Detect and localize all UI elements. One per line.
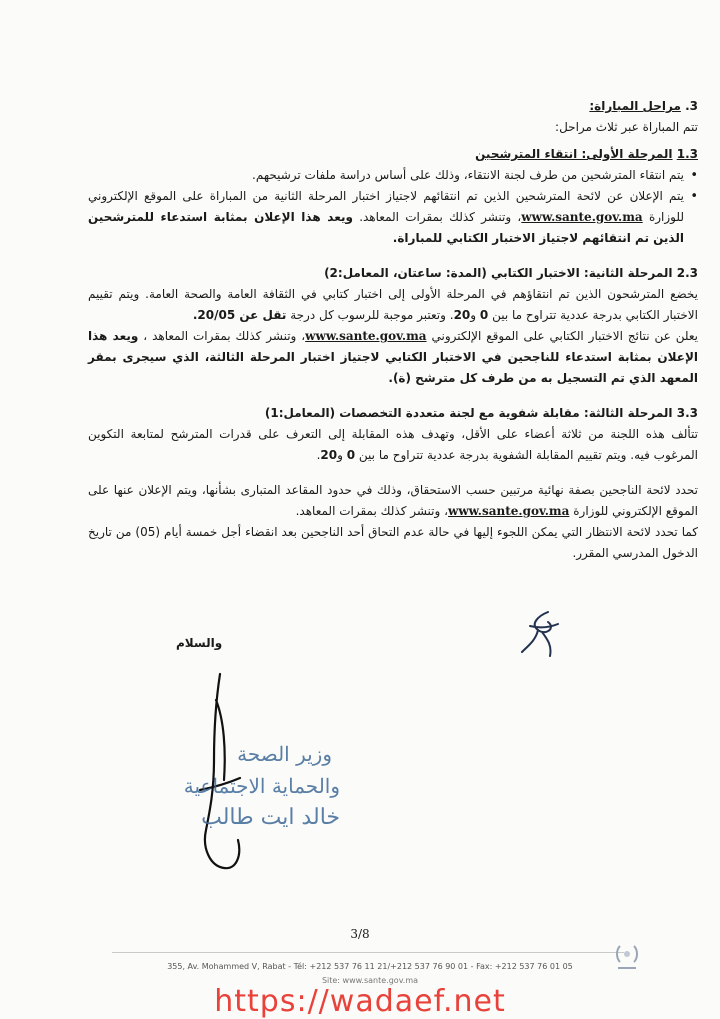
ministry-site-link[interactable]: www.sante.gov.ma: [448, 504, 570, 518]
stage3-max-grade: 20: [320, 448, 338, 462]
stage3-and: و: [337, 448, 347, 462]
stage1-bullet2-cont: ، وتنشر كذلك بمقرات المعاهد.: [359, 210, 522, 224]
stage2-para1: [88, 284, 698, 326]
ministry-site-link[interactable]: www.sante.gov.ma: [521, 210, 643, 224]
footer-site: Site: www.sante.gov.ma: [321, 976, 419, 985]
stamp-title: وزير الصحة: [237, 742, 332, 766]
watermark-url[interactable]: https://wadaef.net: [214, 984, 506, 1019]
stamp-ministry: والحماية الاجتماعية: [183, 774, 340, 798]
stage1-bullet2-bold: ويعد هذا الإعلان بمثابة استدعاء للمترشحين الذين تم انتقائهم لاجتياز الاختبار الكتابي للمباراة.: [88, 210, 684, 245]
stage1-heading: [88, 144, 698, 165]
final-para1: [88, 480, 698, 522]
stage2-threshold: تقل عن 20/05.: [192, 308, 287, 322]
stage2-para2: [88, 326, 698, 389]
section-title: مراحل المباراة:: [589, 99, 681, 113]
stage2-heading: [88, 263, 698, 284]
section-intro: تتم المباراة عبر ثلاث مراحل:: [555, 120, 698, 134]
minister-stamp: [110, 738, 340, 834]
stage3-para1: [88, 424, 698, 466]
stage1-number: 1.3: [676, 147, 698, 161]
list-item: [88, 165, 684, 186]
stage1-list: [88, 165, 698, 249]
section-number: 3.: [685, 99, 698, 113]
stage3-para1-text: تتألف هذه اللجنة من ثلاثة أعضاء على الأقل، وتهدف هذه المقابلة إلى التعرف على قدرات المترشح لمتابعة التكوين المرغوب فيه. ويتم تقييم المقابلة الشفوية بدرجة عددية تتراوح ما بين: [88, 427, 698, 462]
stage2-max-grade: 20: [453, 308, 471, 322]
footer-address: 355, Av. Mohammed V, Rabat - Tél: +212 537 76 11 21/+212 537 76 90 01 - Fax: +212 537 76 01 05: [167, 962, 573, 971]
stage1-bullet1: يتم انتقاء المترشحين من طرف لجنة الانتقاء، وذلك على أساس دراسة ملفات ترشيحهم.: [252, 168, 684, 182]
stage1-title: المرحلة الأولى: انتقاء المترشحين: [475, 147, 673, 161]
stage1-bullet2-text: يتم الإعلان عن لائحة المترشحين الذين تم انتقائهم لاجتياز اختبار المرحلة الثانية من المباراة على الموقع الإلكتروني للوزارة: [88, 189, 684, 224]
document-body: [88, 96, 698, 564]
stage2-para2-cont: ، وتنشر كذلك بمقرات المعاهد ،: [138, 329, 306, 343]
stage3-number: 3.3: [676, 406, 698, 420]
stage2-para1-text: يخضع المترشحون الذين تم انتقاؤهم في المرحلة الأولى إلى اختبار كتابي في الثقافة العامة والصحة العامة. ويتم تقييم الاختبار الكتابي بدرجة عددية تتراوح ما بين: [88, 287, 698, 322]
closing-salutation: والسلام: [176, 636, 223, 650]
stage2-and: و: [470, 308, 480, 322]
stage3-min-grade: 0: [346, 448, 356, 462]
stage3-heading: [88, 403, 698, 424]
page-number: 3/8: [350, 927, 370, 941]
final-para1-cont: ، وتنشر كذلك بمقرات المعاهد.: [295, 504, 449, 518]
stamp-name: خالد ايت طالب: [201, 805, 340, 830]
final-para1-text: تحدد لائحة الناجحين بصفة نهائية مرتبين حسب الاستحقاق، وذلك في حدود المقاعد المتبارى بشأنها، ويتم الإعلان عنها على الموقع الإلكتروني للوزارة: [88, 483, 698, 518]
initials-signature: [508, 606, 568, 658]
section-heading: [88, 96, 698, 117]
stage2-para2-text: يعلن عن نتائج الاختبار الكتابي على الموقع الإلكتروني: [431, 329, 698, 343]
footer-divider: [112, 952, 624, 953]
stage2-title: المرحلة الثانية: الاختبار الكتابي (المدة: ساعتان، المعامل:2): [324, 266, 673, 280]
stage2-min-grade: 0: [479, 308, 489, 322]
stage3-end: .: [316, 448, 321, 462]
stage2-para2-bold: ويعد هذا الإعلان بمثابة استدعاء للناجحين في الاختبار الكتابي لاجتياز اختبار المرحلة الثالثة، الذي سيجرى بمقر المعهد الذي تم التسجيل به من طرف كل مترشح (ة).: [88, 329, 698, 385]
list-item: [88, 186, 684, 249]
ministry-site-link[interactable]: www.sante.gov.ma: [305, 329, 427, 343]
stage2-para1-cont: . وتعتبر موجبة للرسوب كل درجة: [286, 308, 454, 322]
final-para2: كما تحدد لائحة الانتظار التي يمكن اللجوء إليها في حالة عدم التحاق أحد الناجحين بعد انقضاء أجل خمسة أيام (05) من تاريخ الدخول المدرسي المقرر.: [88, 525, 698, 560]
stage3-title: المرحلة الثالثة: مقابلة شفوية مع لجنة متعددة التخصصات (المعامل:1): [264, 406, 673, 420]
stage2-number: 2.3: [676, 266, 698, 280]
